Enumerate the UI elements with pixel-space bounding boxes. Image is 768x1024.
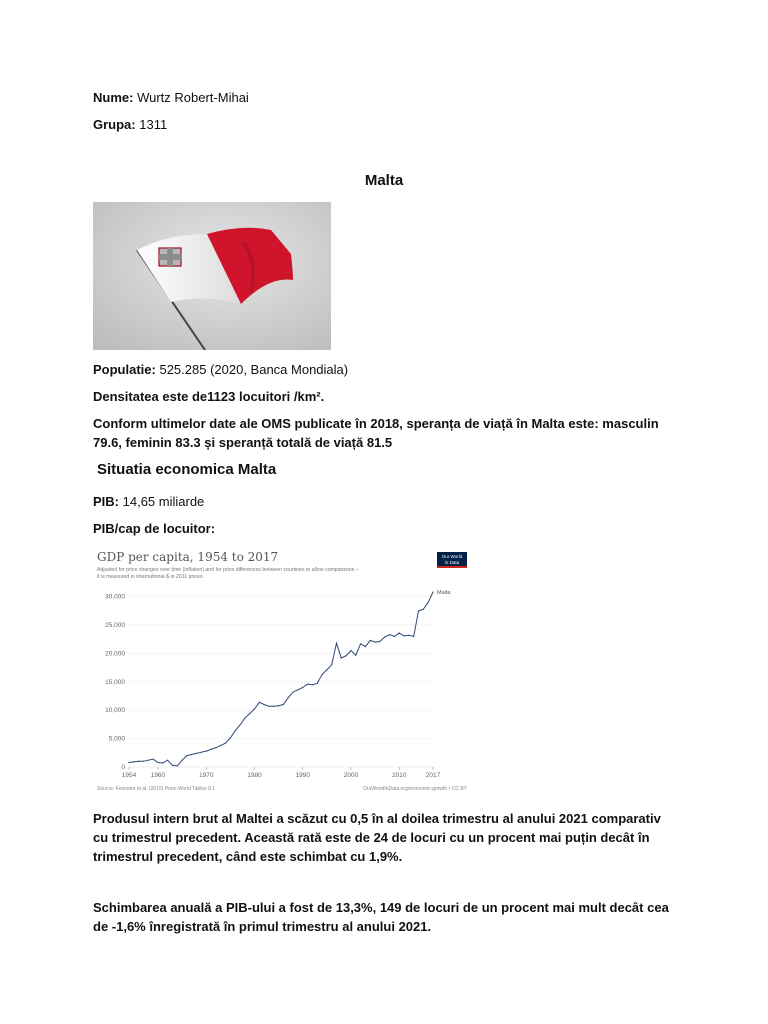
x-tick-label: 2000 — [343, 772, 359, 779]
x-tick-label: 2017 — [425, 772, 441, 779]
data-point — [264, 704, 265, 705]
series-line-malta — [129, 592, 433, 766]
data-point — [143, 761, 144, 762]
data-point — [360, 643, 361, 644]
data-point — [273, 706, 274, 707]
population-value: 525.285 (2020, Banca Mondiala) — [159, 362, 349, 377]
x-tick-label: 1970 — [198, 772, 214, 779]
data-point — [206, 751, 207, 752]
data-point — [172, 765, 173, 766]
data-point — [370, 640, 371, 641]
name-label: Nume: — [93, 90, 134, 105]
data-point — [418, 610, 419, 611]
group-value: 1311 — [139, 117, 168, 132]
data-point — [283, 704, 284, 705]
data-point — [196, 753, 197, 754]
data-point — [403, 635, 404, 636]
data-point — [341, 657, 342, 658]
y-tick-label: 20,000 — [105, 650, 125, 658]
data-point — [302, 687, 303, 688]
data-point — [297, 689, 298, 690]
gdp-value: 14,65 miliarde — [122, 494, 205, 509]
data-point — [374, 641, 375, 642]
data-point — [157, 762, 158, 763]
logo-text-2: in Data — [444, 560, 460, 565]
data-point — [215, 747, 216, 748]
chart-source-left: Source: Feenstra et al. (2015) Penn World Tables 9.1 — [97, 786, 215, 792]
data-point — [432, 592, 433, 593]
chart-subtitle-1: Adjusted for price changes over time (inflation) and for price differences between countries to allow comparisons – — [97, 567, 359, 573]
data-point — [317, 683, 318, 684]
data-point — [153, 758, 154, 759]
data-point — [307, 684, 308, 685]
data-point — [138, 761, 139, 762]
data-point — [408, 635, 409, 636]
x-tick-label: 1990 — [295, 772, 310, 779]
data-point — [312, 684, 313, 685]
data-point — [181, 760, 182, 761]
malta-flag-image — [93, 202, 331, 350]
data-point — [278, 705, 279, 706]
y-tick-label: 30,000 — [105, 593, 125, 601]
data-point — [148, 760, 149, 761]
student-name-line — [93, 88, 249, 107]
data-point — [249, 713, 250, 714]
data-point — [268, 706, 269, 707]
george-cross-icon — [159, 248, 181, 266]
data-point — [423, 609, 424, 610]
data-point — [254, 708, 255, 709]
y-tick-label: 25,000 — [105, 622, 125, 630]
chart-subtitle-2: it is measured in international-$ in 2011 prices. — [97, 574, 204, 580]
data-point — [162, 762, 163, 763]
data-point — [399, 632, 400, 633]
data-point — [350, 650, 351, 651]
population-line — [93, 360, 348, 379]
data-point — [292, 691, 293, 692]
data-point — [365, 646, 366, 647]
data-point — [239, 724, 240, 725]
chart-title: GDP per capita, 1954 to 2017 — [97, 550, 279, 564]
data-point — [389, 634, 390, 635]
page-title: Malta — [364, 172, 404, 189]
y-tick-label: 10,000 — [105, 707, 125, 715]
data-point — [244, 718, 245, 719]
data-point — [428, 602, 429, 603]
density-line: Densitatea este de1123 locuitori /km². — [93, 389, 325, 404]
group-label: Grupa: — [93, 117, 136, 132]
data-point — [336, 643, 337, 644]
data-point — [177, 765, 178, 766]
economy-heading: Situatia economica Malta — [97, 461, 277, 478]
gdp-per-capita-chart — [93, 547, 473, 795]
gdp-annual-paragraph: Schimbarea anuală a PIB-ului a fost de 13,3%, 149 de locuri de un procent mai mult decât cea de -1,6% înregistrată în primul trimestru al anului 2021. — [93, 900, 669, 934]
data-point — [384, 636, 385, 637]
data-point — [355, 655, 356, 656]
data-point — [191, 754, 192, 755]
data-point — [128, 762, 129, 763]
x-tick-label: 1980 — [247, 772, 262, 779]
data-point — [235, 730, 236, 731]
data-point — [331, 664, 332, 665]
our-world-in-data-logo-icon — [437, 552, 467, 568]
gdp-per-capita-label: PIB/cap de locuitor: — [93, 521, 216, 536]
gdp-label: PIB: — [93, 494, 119, 509]
gdp-quarterly-paragraph: Produsul intern brut al Maltei a scăzut cu 0,5 în al doilea trimestru al anului 2021 comparativ cu trimestrul precedent. Această rată este de 24 de locuri cu un procent mai puțin decât în trimestrul precedent, când este schimbat cu 1,9%. — [93, 811, 661, 864]
data-point — [321, 674, 322, 675]
data-point — [413, 636, 414, 637]
data-point — [225, 743, 226, 744]
population-label: Populatie: — [93, 362, 156, 377]
y-tick-label: 5,000 — [108, 735, 125, 743]
x-tick-label: 1960 — [150, 772, 166, 779]
x-tick-label: 1954 — [121, 772, 137, 779]
name-value: Wurtz Robert-Mihai — [137, 90, 249, 105]
data-point — [186, 755, 187, 756]
data-point — [167, 760, 168, 761]
x-tick-label: 2010 — [391, 772, 407, 779]
life-expectancy-paragraph: Conform ultimelor date ale OMS publicate în 2018, speranța de viață în Malta este: masculin 79.6, feminin 83.3 și speranță totală de viață 81.5 — [93, 416, 659, 450]
data-point — [288, 697, 289, 698]
gdp-line — [93, 492, 204, 511]
data-point — [210, 749, 211, 750]
data-point — [201, 752, 202, 753]
data-point — [230, 737, 231, 738]
data-point — [259, 702, 260, 703]
data-point — [326, 669, 327, 670]
logo-text-1: Our World — [441, 554, 463, 559]
data-point — [346, 655, 347, 656]
chart-source-right: OurWorldInData.org/economic-growth • CC BY — [363, 786, 467, 792]
y-tick-label: 0 — [121, 764, 125, 771]
student-group-line — [93, 115, 167, 134]
data-point — [379, 641, 380, 642]
series-label-malta: Malta — [437, 590, 451, 597]
y-tick-label: 15,000 — [105, 678, 125, 686]
data-point — [133, 761, 134, 762]
data-point — [394, 636, 395, 637]
data-point — [220, 745, 221, 746]
